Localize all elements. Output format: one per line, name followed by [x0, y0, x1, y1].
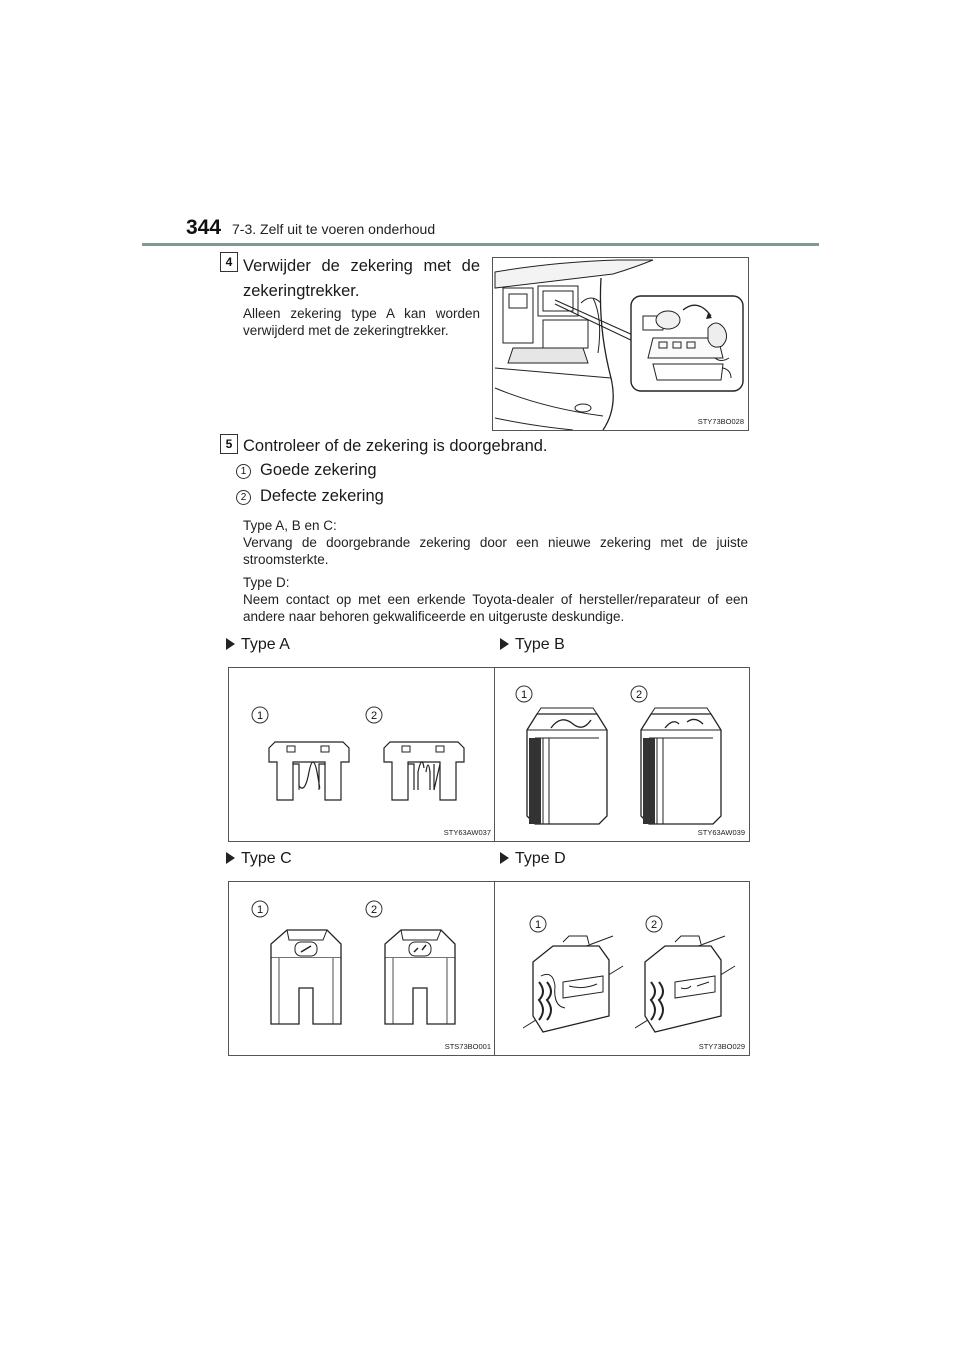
figure-code: STY73BO029 — [698, 1042, 745, 1051]
svg-text:2: 2 — [370, 710, 378, 722]
type-abc-heading: Type A, B en C: — [243, 518, 337, 533]
figure-type-d — [494, 881, 750, 1056]
header-rule — [142, 243, 819, 246]
fuse-state-item-2 — [236, 487, 536, 509]
fuse-state-label: Defecte zekering — [260, 487, 384, 505]
right-triangle-icon — [226, 852, 235, 864]
figure-type-c — [228, 881, 496, 1056]
step4-note: Alleen zekering type A kan worden verwijderd met de zekeringtrekker. — [243, 306, 480, 338]
type-d-heading: Type D: — [243, 575, 290, 590]
fuse-state-item-1 — [236, 461, 536, 483]
right-triangle-icon — [226, 638, 235, 650]
right-triangle-icon — [500, 638, 509, 650]
good-fuse-b-icon — [527, 708, 607, 824]
type-d-text: Neem contact op met een erkende Toyota-dealer of hersteller/reparateur of een andere naar behoren gekwalificeerde en uitgeruste deskundige. — [243, 592, 748, 624]
good-fuse-d-icon — [523, 936, 623, 1032]
type-d-label: Type D — [500, 850, 566, 868]
fuse-state-label: Goede zekering — [260, 461, 377, 479]
figure-engine-fusebox — [492, 257, 749, 431]
engine-bay-illustration — [493, 258, 748, 430]
type-b-label: Type B — [500, 636, 565, 654]
svg-text:1: 1 — [256, 710, 264, 722]
type-abc-text: Vervang de doorgebrande zekering door een nieuwe zekering met de juiste stroomsterkte. — [243, 535, 748, 567]
good-fuse-c-icon — [271, 930, 341, 1024]
blown-fuse-b-icon — [641, 708, 721, 824]
figure-code: STS73BO001 — [444, 1042, 491, 1051]
callout-1-icon: 1 — [236, 464, 251, 479]
blown-fuse-c-icon — [385, 930, 455, 1024]
svg-text:2: 2 — [635, 689, 643, 701]
figure-code: STY73BO028 — [697, 417, 744, 426]
type-a-label: Type A — [226, 636, 290, 654]
svg-text:2: 2 — [370, 904, 378, 916]
blown-fuse-d-icon — [635, 936, 735, 1032]
svg-text:1: 1 — [520, 689, 528, 701]
page-number: 344 — [186, 216, 222, 239]
figure-type-b — [494, 667, 750, 842]
type-c-label: Type C — [226, 850, 292, 868]
section-title: 7-3. Zelf uit te voeren onderhoud — [232, 221, 436, 237]
figure-code: STY63AW039 — [697, 828, 745, 837]
good-fuse-a-icon — [269, 742, 349, 800]
svg-text:2: 2 — [650, 919, 658, 931]
step-badge-4: 4 — [220, 252, 238, 272]
step5-instruction: Controleer of de zekering is doorgebrand. — [243, 437, 548, 455]
callout-2-icon: 2 — [236, 490, 251, 505]
svg-text:1: 1 — [256, 904, 264, 916]
blown-fuse-a-icon — [384, 742, 464, 800]
step-badge-5: 5 — [220, 434, 238, 454]
figure-type-a — [228, 667, 496, 842]
step4-instruction: Verwijder de zekering met de zekeringtrekker. — [243, 257, 480, 300]
figure-code: STY63AW037 — [443, 828, 491, 837]
right-triangle-icon — [500, 852, 509, 864]
svg-text:1: 1 — [534, 919, 542, 931]
